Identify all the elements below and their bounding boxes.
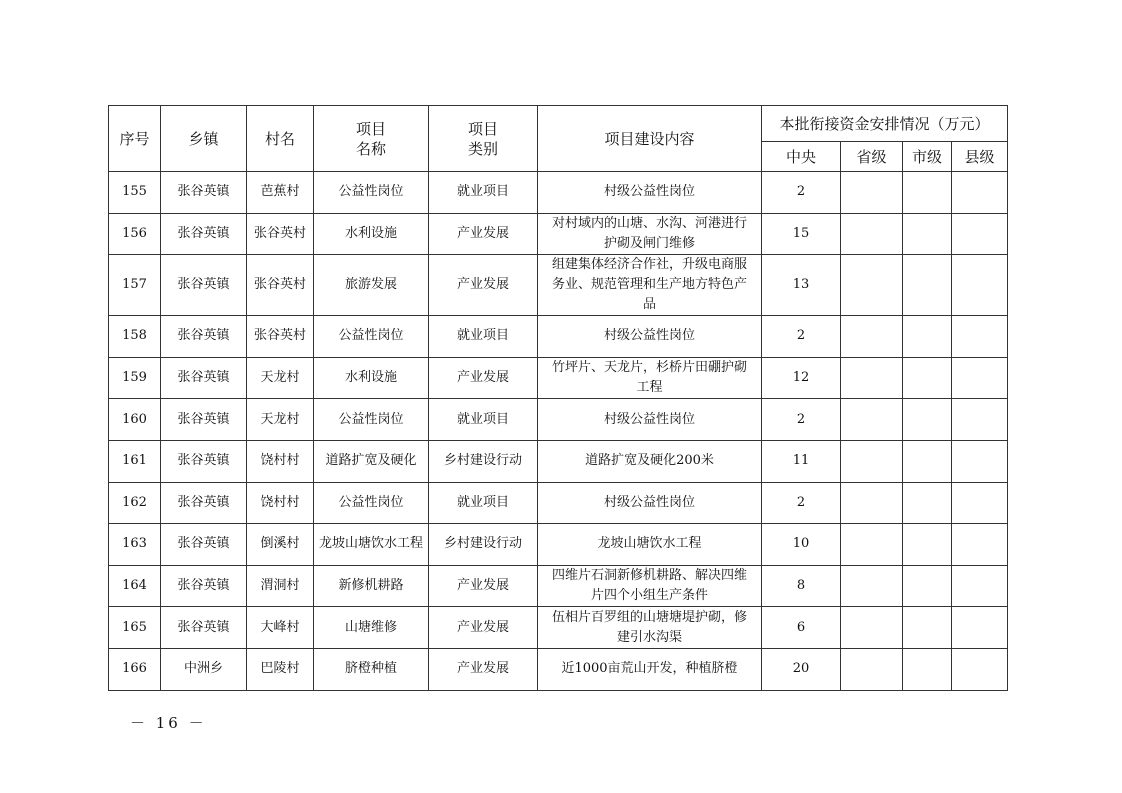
cell-town: 张谷英镇 [161, 607, 247, 649]
cell-project-type: 产业发展 [429, 565, 538, 607]
cell-seq: 162 [109, 482, 161, 524]
cell-town: 张谷英镇 [161, 440, 247, 482]
cell-seq: 165 [109, 607, 161, 649]
table-row [109, 172, 1008, 214]
cell-municipal [903, 255, 952, 316]
cell-content: 村级公益性岗位 [538, 482, 762, 524]
header-project-name-line2: 名称 [355, 139, 386, 158]
cell-village: 渭洞村 [247, 565, 314, 607]
cell-content: 村级公益性岗位 [538, 399, 762, 441]
cell-seq: 159 [109, 357, 161, 399]
cell-project-name: 水利设施 [314, 357, 429, 399]
cell-village: 大峰村 [247, 607, 314, 649]
cell-content: 对村域内的山塘、水沟、河港进行护砌及闸门维修 [538, 213, 762, 255]
cell-village: 张谷英村 [247, 316, 314, 358]
table-row [109, 607, 1008, 649]
cell-seq: 156 [109, 213, 161, 255]
cell-village: 巴陵村 [247, 648, 314, 690]
cell-municipal [903, 399, 952, 441]
table-row [109, 213, 1008, 255]
cell-project-type: 产业发展 [429, 607, 538, 649]
cell-seq: 158 [109, 316, 161, 358]
cell-village: 倒溪村 [247, 524, 314, 566]
cell-content: 组建集体经济合作社，升级电商服务业、规范管理和生产地方特色产品 [538, 255, 762, 316]
cell-central: 15 [762, 213, 841, 255]
table-row [109, 316, 1008, 358]
cell-project-name: 公益性岗位 [314, 172, 429, 214]
cell-content: 村级公益性岗位 [538, 172, 762, 214]
cell-town: 张谷英镇 [161, 213, 247, 255]
cell-provincial [841, 524, 903, 566]
cell-county [952, 607, 1008, 649]
cell-county [952, 357, 1008, 399]
cell-seq: 155 [109, 172, 161, 214]
header-central: 中央 [762, 142, 841, 172]
cell-project-name: 公益性岗位 [314, 316, 429, 358]
cell-central: 2 [762, 316, 841, 358]
cell-project-type: 乡村建设行动 [429, 440, 538, 482]
cell-content: 竹坪片、天龙片，杉桥片田硼护砌工程 [538, 357, 762, 399]
cell-project-type: 就业项目 [429, 482, 538, 524]
cell-project-type: 产业发展 [429, 213, 538, 255]
cell-county [952, 565, 1008, 607]
cell-central: 11 [762, 440, 841, 482]
cell-county [952, 172, 1008, 214]
cell-project-type: 就业项目 [429, 399, 538, 441]
table-row [109, 440, 1008, 482]
header-town: 乡镇 [161, 106, 247, 172]
funding-table [108, 105, 1008, 691]
cell-municipal [903, 482, 952, 524]
cell-village: 天龙村 [247, 357, 314, 399]
cell-county [952, 399, 1008, 441]
cell-project-type: 产业发展 [429, 648, 538, 690]
cell-municipal [903, 524, 952, 566]
cell-project-name: 山塘维修 [314, 607, 429, 649]
cell-town: 张谷英镇 [161, 565, 247, 607]
cell-village: 饶村村 [247, 440, 314, 482]
cell-town: 中洲乡 [161, 648, 247, 690]
cell-content: 道路扩宽及硬化200米 [538, 440, 762, 482]
cell-municipal [903, 607, 952, 649]
header-seq: 序号 [109, 106, 161, 172]
cell-town: 张谷英镇 [161, 172, 247, 214]
cell-municipal [903, 172, 952, 214]
table-row [109, 524, 1008, 566]
cell-project-type: 产业发展 [429, 357, 538, 399]
cell-project-name: 旅游发展 [314, 255, 429, 316]
cell-municipal [903, 565, 952, 607]
cell-project-type: 就业项目 [429, 172, 538, 214]
cell-central: 2 [762, 172, 841, 214]
cell-central: 13 [762, 255, 841, 316]
cell-central: 2 [762, 399, 841, 441]
cell-village: 芭蕉村 [247, 172, 314, 214]
cell-provincial [841, 172, 903, 214]
header-county: 县级 [952, 142, 1008, 172]
cell-municipal [903, 213, 952, 255]
cell-town: 张谷英镇 [161, 482, 247, 524]
cell-provincial [841, 357, 903, 399]
cell-project-name: 龙坡山塘饮水工程 [314, 524, 429, 566]
cell-provincial [841, 482, 903, 524]
table-row [109, 357, 1008, 399]
cell-seq: 163 [109, 524, 161, 566]
cell-project-name: 道路扩宽及硬化 [314, 440, 429, 482]
cell-municipal [903, 357, 952, 399]
header-project-type-line1: 项目 [467, 119, 498, 138]
cell-central: 2 [762, 482, 841, 524]
cell-seq: 161 [109, 440, 161, 482]
header-project-name [314, 106, 429, 172]
cell-seq: 160 [109, 399, 161, 441]
header-project-type [429, 106, 538, 172]
cell-village: 张谷英村 [247, 213, 314, 255]
cell-project-name: 水利设施 [314, 213, 429, 255]
cell-county [952, 440, 1008, 482]
cell-county [952, 213, 1008, 255]
cell-content: 近1000亩荒山开发，种植脐橙 [538, 648, 762, 690]
cell-town: 张谷英镇 [161, 399, 247, 441]
table-row [109, 399, 1008, 441]
cell-seq: 157 [109, 255, 161, 316]
cell-content: 伍相片百罗组的山塘塘堤护砌，修建引水沟渠 [538, 607, 762, 649]
cell-provincial [841, 607, 903, 649]
cell-central: 12 [762, 357, 841, 399]
cell-town: 张谷英镇 [161, 524, 247, 566]
cell-content: 四维片石洞新修机耕路、解决四维片四个小组生产条件 [538, 565, 762, 607]
cell-central: 6 [762, 607, 841, 649]
header-project-type-line2: 类别 [467, 139, 498, 158]
cell-county [952, 648, 1008, 690]
cell-central: 10 [762, 524, 841, 566]
header-provincial: 省级 [841, 142, 903, 172]
cell-provincial [841, 440, 903, 482]
cell-provincial [841, 316, 903, 358]
header-municipal: 市级 [903, 142, 952, 172]
cell-village: 天龙村 [247, 399, 314, 441]
cell-project-type: 就业项目 [429, 316, 538, 358]
cell-central: 20 [762, 648, 841, 690]
cell-provincial [841, 565, 903, 607]
table-row [109, 482, 1008, 524]
cell-project-type: 乡村建设行动 [429, 524, 538, 566]
table-row [109, 648, 1008, 690]
header-project-name-line1: 项目 [355, 119, 386, 138]
cell-project-name: 脐橙种植 [314, 648, 429, 690]
cell-county [952, 255, 1008, 316]
table-row [109, 565, 1008, 607]
header-row [109, 106, 1008, 142]
cell-municipal [903, 440, 952, 482]
cell-central: 8 [762, 565, 841, 607]
cell-town: 张谷英镇 [161, 357, 247, 399]
cell-provincial [841, 648, 903, 690]
cell-project-name: 新修机耕路 [314, 565, 429, 607]
cell-project-name: 公益性岗位 [314, 482, 429, 524]
cell-content: 村级公益性岗位 [538, 316, 762, 358]
cell-project-name: 公益性岗位 [314, 399, 429, 441]
cell-provincial [841, 255, 903, 316]
cell-county [952, 524, 1008, 566]
cell-village: 饶村村 [247, 482, 314, 524]
cell-municipal [903, 316, 952, 358]
cell-town: 张谷英镇 [161, 255, 247, 316]
cell-municipal [903, 648, 952, 690]
cell-village: 张谷英村 [247, 255, 314, 316]
cell-provincial [841, 213, 903, 255]
header-village: 村名 [247, 106, 314, 172]
header-content: 项目建设内容 [538, 106, 762, 172]
page-number: － 16 － [130, 714, 207, 732]
cell-content: 龙坡山塘饮水工程 [538, 524, 762, 566]
cell-project-type: 产业发展 [429, 255, 538, 316]
cell-provincial [841, 399, 903, 441]
table-row [109, 255, 1008, 316]
cell-seq: 164 [109, 565, 161, 607]
cell-seq: 166 [109, 648, 161, 690]
cell-county [952, 316, 1008, 358]
cell-town: 张谷英镇 [161, 316, 247, 358]
cell-county [952, 482, 1008, 524]
header-funding-group: 本批衔接资金安排情况（万元） [762, 106, 1008, 142]
